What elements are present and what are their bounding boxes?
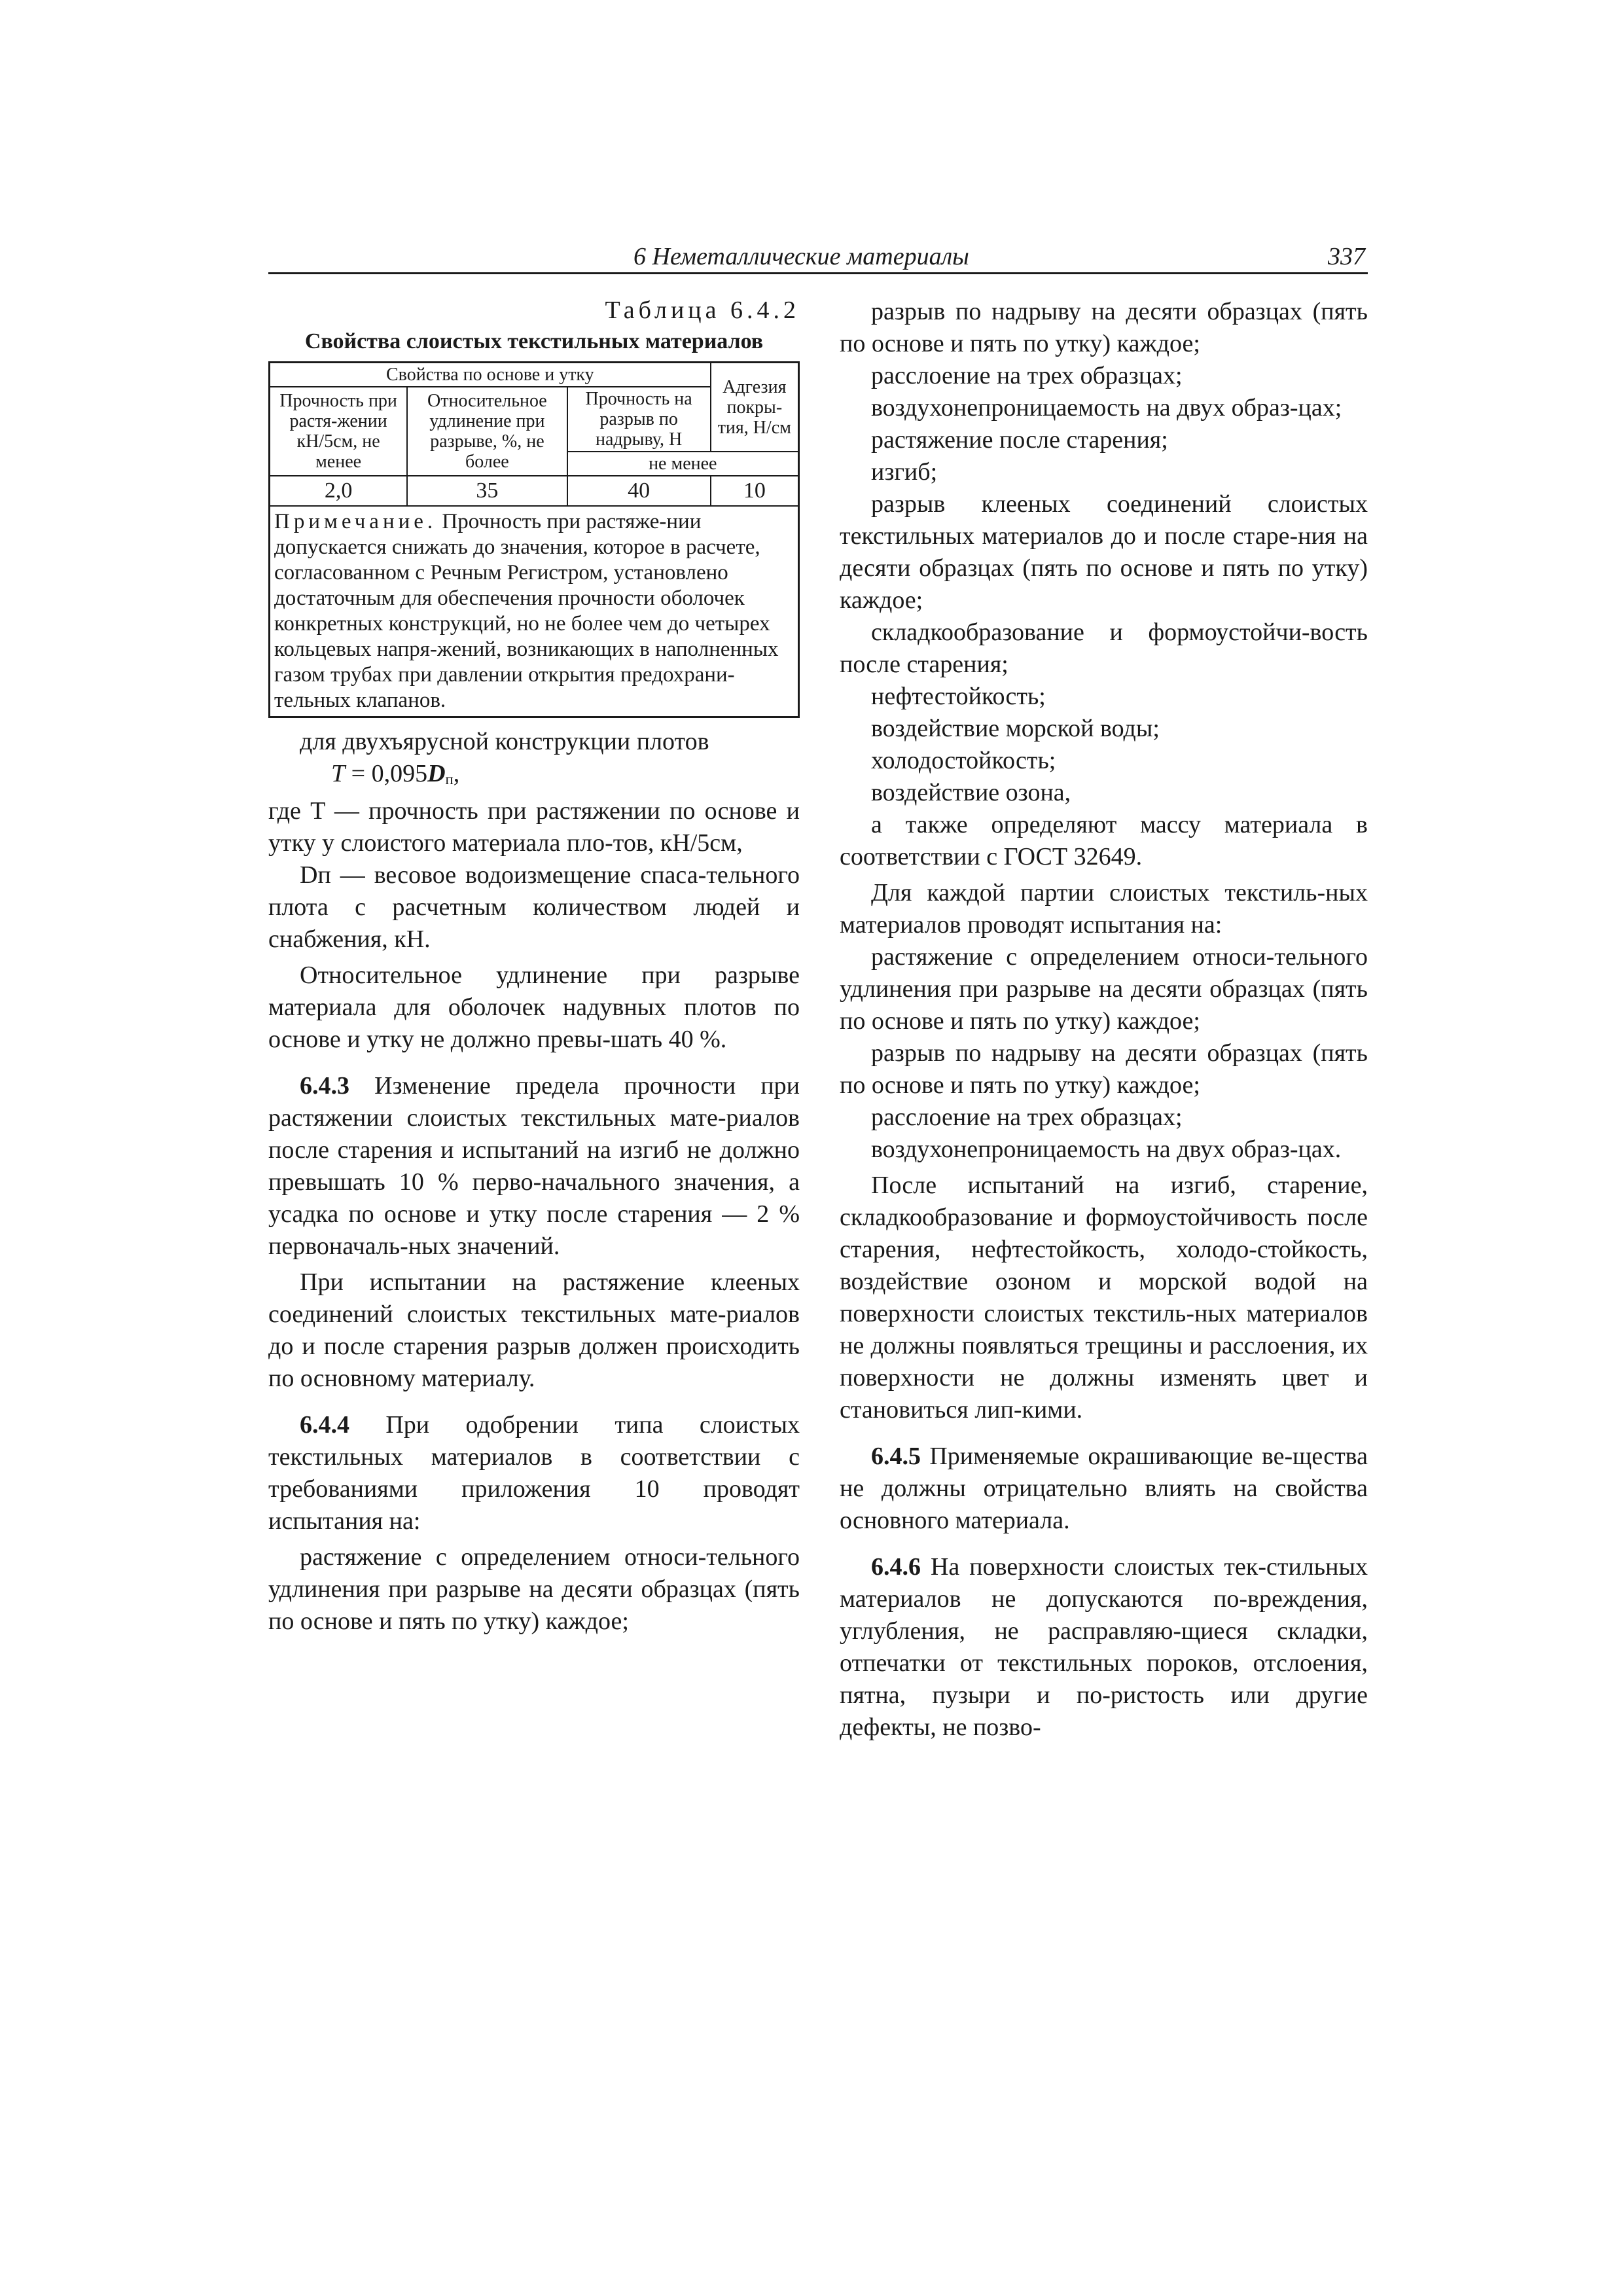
- table-cell: 10: [711, 476, 799, 506]
- list-item: расслоение на трех образцах;: [871, 1103, 1183, 1131]
- right-column: [840, 296, 1368, 1744]
- formula-lhs: T: [331, 760, 346, 787]
- list-item: воздухонепроницаемость на двух образ-цах;: [871, 394, 1342, 422]
- paragraph: Относительное удлинение при разрыве материала для оболочек надувных плотов по основе и утку не должно превы-шать 40 %.: [268, 961, 800, 1053]
- paragraph: Dп — весовое водоизмещение спаса-тельного плота с расчетным количеством людей и снабжения, кН.: [268, 861, 800, 953]
- list-item: воздействие озона,: [871, 779, 1071, 806]
- list-item: растяжение с определением относи-тельного удлинения при разрыве на десяти образцах (пять по основе и пять по утку) каждое;: [840, 943, 1368, 1035]
- table-header-strength: Прочность при растя-жении кН/5см, не менее: [270, 387, 408, 476]
- list-item: воздействие морской воды;: [871, 715, 1160, 742]
- table-group-header: Свойства по основе и утку: [270, 363, 711, 387]
- list-item: растяжение после старения;: [871, 426, 1168, 454]
- list-item: разрыв по надрыву на десяти образцах (пять по основе и пять по утку) каждое;: [840, 298, 1368, 357]
- section-number: 6.4.4: [300, 1411, 349, 1439]
- list-item: расслоение на трех образцах;: [871, 362, 1183, 389]
- section-6-4-3: [268, 1070, 800, 1263]
- section-text: Применяемые окрашивающие ве-щества не должны отрицательно влиять на свойства основного материала.: [840, 1443, 1368, 1534]
- paragraph: При испытании на растяжение клееных соединений слоистых текстильных мате-риалов до и после старения разрыв должен происходить по основному материалу.: [268, 1268, 800, 1392]
- note-label: Примечание.: [274, 510, 437, 533]
- table-note: [270, 506, 799, 717]
- formula-mid: = 0,095: [345, 760, 428, 787]
- paragraph: для двухъярусной конструкции плотов: [300, 728, 709, 755]
- note-text: Прочность при растяже-нии допускается снижать до значения, которое в расчете, согласованном с Речным Регистром, установлено достаточным для обеспечения прочности оболочек конкретных конструкций, но не более чем до четырех кольцевых напря-жений, возникающих в наполненных газом трубах при давлении открытия предохрани-тельных клапанов.: [274, 510, 779, 712]
- running-header: [268, 242, 1368, 274]
- table-number: Таблица 6.4.2: [605, 296, 800, 324]
- list-item: разрыв клееных соединений слоистых текстильных материалов до и после старе-ния на десяти образцах (пять по основе и пять по утку) каждое;: [840, 490, 1368, 614]
- section-number: 6.4.5: [871, 1443, 921, 1470]
- section-6-4-6: [840, 1551, 1368, 1744]
- list-item: нефтестойкость;: [871, 683, 1046, 710]
- chapter-title: 6 Неметаллические материалы: [633, 243, 969, 270]
- table-cell: 2,0: [270, 476, 408, 506]
- table-title: Свойства слоистых текстильных материалов: [304, 329, 764, 353]
- table-header-adhesion: Адгезия покры-тия, Н/см: [711, 363, 799, 452]
- section-text: На поверхности слоистых тек-стильных материалов не допускаются по-вреждения, углубления, не расправляю-щиеся складки, отпечатки от текстильных пороков, отслоения, пятна, пузыри и по-ристость или другие дефекты, не позво-: [840, 1553, 1368, 1741]
- list-item: холодостойкость;: [871, 747, 1056, 774]
- list-item: изгиб;: [871, 458, 938, 486]
- section-text: При одобрении типа слоистых текстильных материалов в соответствии с требованиями приложения 10 проводят испытания на:: [268, 1411, 800, 1535]
- table-cell: 40: [567, 476, 711, 506]
- formula-end: ,: [453, 760, 460, 787]
- list-item: разрыв по надрыву на десяти образцах (пять по основе и пять по утку) каждое;: [840, 1039, 1368, 1099]
- table-header-elongation: Относительное удлинение при разрыве, %, не более: [407, 387, 567, 476]
- list-item: складкообразование и формоустойчи-вость после старения;: [840, 619, 1368, 678]
- formula: [268, 758, 800, 795]
- properties-table: [268, 361, 800, 718]
- formula-d: D: [427, 760, 446, 787]
- formula-sub: п: [445, 771, 454, 787]
- table-header-not-less: не менее: [567, 452, 799, 476]
- list-item: растяжение с определением относи-тельного удлинения при разрыве на десяти образцах (пять по основе и пять по утку) каждое;: [268, 1543, 800, 1635]
- paragraph: а также определяют массу материала в соответствии с ГОСТ 32649.: [840, 811, 1368, 870]
- paragraph: где T — прочность при растяжении по основе и утку у слоистого материала пло-тов, кН/5см,: [268, 797, 800, 857]
- section-number: 6.4.6: [871, 1553, 921, 1581]
- paragraph: Для каждой партии слоистых текстиль-ных материалов проводят испытания на:: [840, 879, 1368, 939]
- section-6-4-5: [840, 1441, 1368, 1537]
- section-6-4-4: [268, 1409, 800, 1537]
- table-cell: 35: [407, 476, 567, 506]
- page-number: 337: [1328, 243, 1365, 270]
- paragraph: После испытаний на изгиб, старение, складкообразование и формоустойчивость после старения, нефтестойкость, холодо-стойкость, воздействие озоном и морской водой на поверхности слоистых текстиль-ных материалов не должны появляться трещины и расслоения, их поверхности не должны изменять цвет и становиться лип-кими.: [840, 1172, 1368, 1424]
- list-item: воздухонепроницаемость на двух образ-цах.: [871, 1136, 1342, 1163]
- left-column: [268, 296, 800, 1638]
- table-header-tear: Прочность на разрыв по надрыву, Н: [567, 387, 711, 452]
- section-text: Изменение предела прочности при растяжении слоистых текстильных мате-риалов после старения и испытаний на изгиб не должно превышать 10 % перво-начального значения, а усадка по основе и утку после старения — 2 % первоначаль-ных значений.: [268, 1072, 800, 1260]
- section-number: 6.4.3: [300, 1072, 349, 1100]
